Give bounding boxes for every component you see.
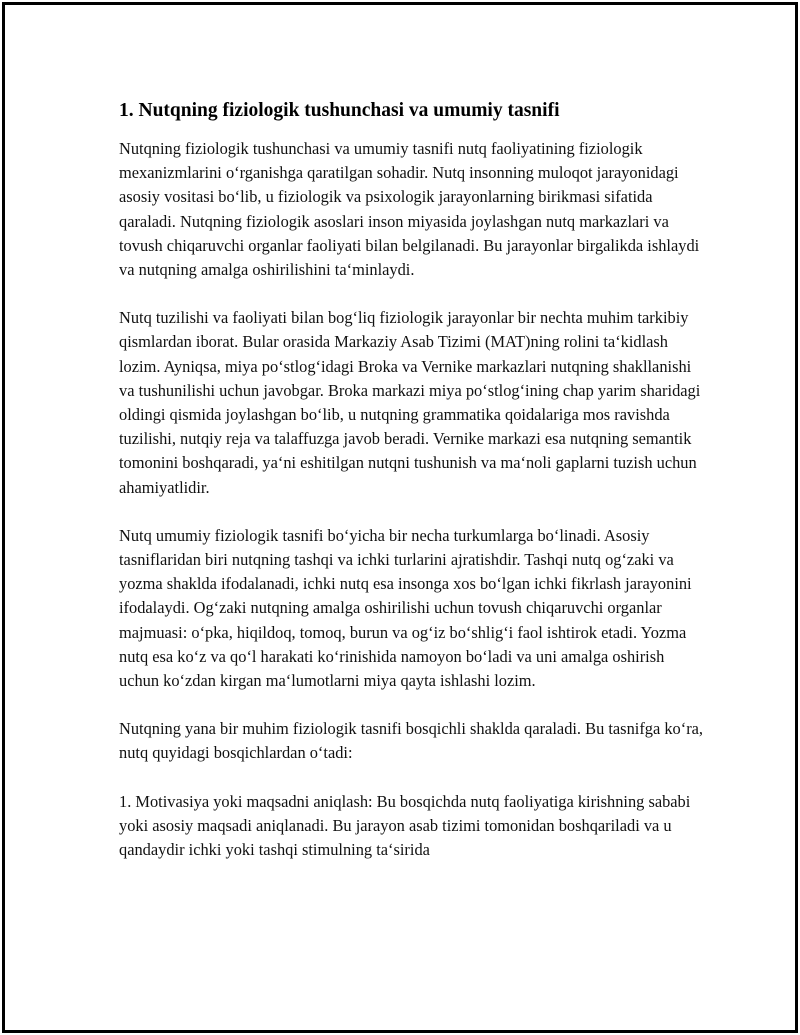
list-item-paragraph: 1. Motivasiya yoki maqsadni aniqlash: Bu bosqichda nutq faoliyatiga kirishning sababi yoki asosiy maqsadi aniqlanadi. Bu jarayon asab tizimi tomonidan boshqariladi va u qandaydir ichki yoki tashqi stimulning ta‘sirida bbox=[119, 791, 691, 860]
document-body bbox=[119, 98, 704, 886]
paragraph: Nutqning fiziologik tushunchasi va umumiy tasnifi nutq faoliyatining fiziologik mexanizmlarini o‘rganishga qaratilgan sohadir. Nutq insonning muloqot jarayonidagi asosiy vositasi bo‘lib, u fiziologik va psixologik jarayonlarning birikmasi sifatida qaraladi. Nutqning fiziologik asoslari inson miyasida joylashgan nutq markazlari va tovush chiqaruvchi organlar faoliyati bilan belgilanadi. Bu jarayonlar birgalikda ishlaydi va nutqning amalga oshirilishini ta‘minlaydi. bbox=[119, 139, 700, 280]
page-frame bbox=[2, 2, 798, 1033]
paragraph: Nutqning yana bir muhim fiziologik tasnifi bosqichli shaklda qaraladi. Bu tasnifga ko‘ra, nutq quyidagi bosqichlardan o‘tadi: bbox=[119, 719, 704, 763]
paragraph: Nutq tuzilishi va faoliyati bilan bog‘liq fiziologik jarayonlar bir nechta muhim tarkibiy qismlardan iborat. Bular orasida Markaziy Asab Tizimi (MAT)ning rolini ta‘kidlash lozim. Ayniqsa, miya po‘stlog‘idagi Broka va Vernike markazlari nutqning shakllanishi va tushunilishi uchun javobgar. Broka markazi miya po‘stlog‘ining chap yarim sharidagi oldingi qismida joylashgan bo‘lib, u nutqning grammatika qoidalariga mos ravishda tuzilishi, nutqiy reja va talaffuzga javob beradi. Vernike markazi esa nutqning semantik tomonini boshqaradi, ya‘ni eshitilgan nutqni tushunish va ma‘noli gaplarni tuzish uchun ahamiyatlidir. bbox=[119, 308, 701, 497]
section-heading: 1. Nutqning fiziologik tushunchasi va umumiy tasnifi bbox=[119, 100, 560, 121]
paragraph: Nutq umumiy fiziologik tasnifi bo‘yicha bir necha turkumlarga bo‘linadi. Asosiy tasniflaridan biri nutqning tashqi va ichki turlarini ajratishdir. Tashqi nutq og‘zaki va yozma shaklda ifodalanadi, ichki nutq esa insonga xos bo‘lgan ichki fikrlash jarayonini ifodalaydi. Og‘zaki nutqning amalga oshirilishi uchun tovush chiqaruvchi organlar majmuasi: o‘pka, hiqildoq, tomoq, burun va og‘iz bo‘shlig‘i faol ishtirok etadi. Yozma nutq esa ko‘z va qo‘l harakati ko‘rinishida namoyon bo‘ladi va uni amalga oshirish uchun ko‘zdan kirgan ma‘lumotlarni miya qayta ishlashi lozim. bbox=[119, 525, 692, 691]
